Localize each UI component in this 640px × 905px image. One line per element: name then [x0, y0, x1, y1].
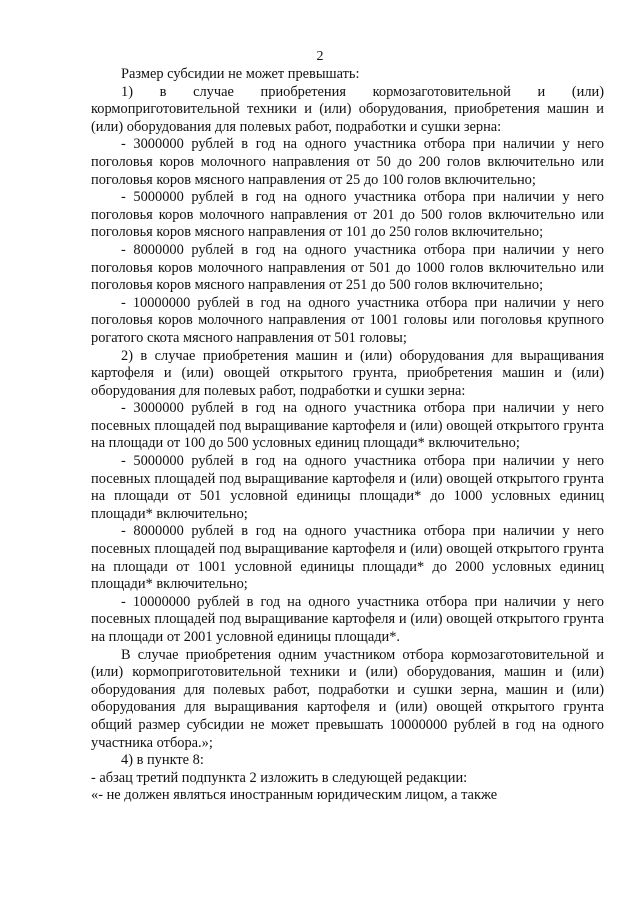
- paragraph-item-4: 4) в пункте 8:: [121, 752, 204, 769]
- paragraph-amendment: - абзац третий подпункта 2 изложить в следующей редакции:: [91, 769, 468, 786]
- paragraph-item-1-limit-10m: - 10000000 рублей в год на одного участника отбора при наличии у него поголовья коров молочного направления от 1001 головы или поголовья крупного рогатого скота мясного направления от 501 головы;: [91, 294, 604, 346]
- page-number: 2: [316, 49, 324, 64]
- paragraph-item-1-limit-3m: - 3000000 рублей в год на одного участника отбора при наличии у него поголовья коров молочного направления от 50 до 200 голов включительно или поголовья коров мясного направления от 25 до 100 голов включительно;: [91, 136, 604, 188]
- paragraph-intro: Размер субсидии не может превышать:: [121, 66, 360, 82]
- document-body: [91, 66, 604, 805]
- paragraph-item-2-limit-5m: - 5000000 рублей в год на одного участника отбора при наличии у него посевных площадей под выращивание картофеля и (или) овощей открытого грунта на площади от 501 условной единицы площади* до 1000 условных единиц площади* включительно;: [91, 453, 604, 522]
- paragraph-item-1-limit-8m: - 8000000 рублей в год на одного участника отбора при наличии у него поголовья коров молочного направления от 501 до 1000 голов включительно или поголовья коров мясного направления от 251 до 500 голов включительно;: [91, 241, 604, 294]
- paragraph-item-1-limit-5m: - 5000000 рублей в год на одного участника отбора при наличии у него поголовья коров молочного направления от 201 до 500 голов включительно или поголовья коров мясного направления от 101 до 250 голов включительно;: [91, 189, 604, 241]
- paragraph-item-1: 1) в случае приобретения кормозаготовительной и (или) кормоприготовительной техники и (или) оборудования, приобретения машин и (или) оборудования для полевых работ, подработки и сушки зерна:: [91, 83, 604, 135]
- paragraph-total-limit: В случае приобретения одним участником отбора кормозаготовительной и (или) кормоприготовительной техники и (или) оборудования, машин и (или) оборудования для полевых работ, подработки и сушки зерна, машин и (или) оборудования для выращивания картофеля и (или) овощей открытого грунта общий размер субсидии не может превышать 10000000 рублей в год на одного участника отбора.»;: [91, 646, 604, 751]
- paragraph-item-2-limit-10m: - 10000000 рублей в год на одного участника отбора при наличии у него посевных площадей под выращивание картофеля и (или) овощей открытого грунта на площади от 2001 условной единицы площади*.: [91, 593, 604, 645]
- paragraph-item-2-limit-8m: - 8000000 рублей в год на одного участника отбора при наличии у него посевных площадей под выращивание картофеля и (или) овощей открытого грунта на площади от 1001 условной единицы площади* до 2000 условных единиц площади* включительно;: [91, 523, 604, 593]
- paragraph-item-2: 2) в случае приобретения машин и (или) оборудования для выращивания картофеля и (или) овощей открытого грунта, приобретения машин и (или) оборудования для полевых работ, подработки и сушки зерна:: [91, 347, 604, 399]
- paragraph-item-2-limit-3m: - 3000000 рублей в год на одного участника отбора при наличии у него посевных площадей под выращивание картофеля и (или) овощей открытого грунта на площади от 100 до 500 условных единиц площади* включительно;: [91, 400, 604, 452]
- paragraph-amendment-text: «- не должен являться иностранным юридическим лицом, а также: [91, 787, 498, 804]
